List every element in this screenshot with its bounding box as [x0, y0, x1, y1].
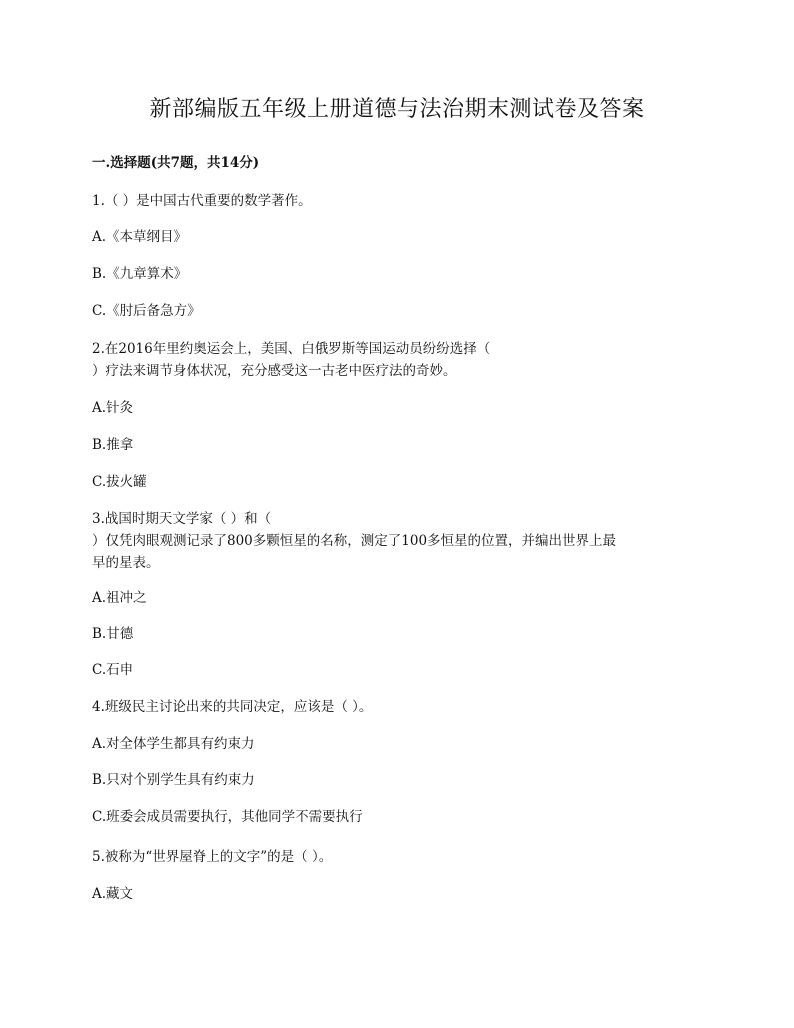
question-4-option-c: C.班委会成员需要执行，其他同学不需要执行 — [92, 809, 363, 825]
question-3-option-b: B.甘德 — [92, 626, 134, 642]
question-5-stem: 5.被称为“世界屋脊上的文字”的是（ ）。 — [92, 849, 333, 865]
question-5-option-a: A.藏文 — [92, 886, 134, 902]
question-3-option-a: A.祖冲之 — [92, 590, 147, 606]
question-3-stem-line-2: ）仅凭肉眼观测记录了800多颗恒星的名称，测定了100多恒星的位置，并编出世界上最 — [92, 533, 617, 549]
question-4-option-b: B.只对个别学生具有约束力 — [92, 772, 255, 788]
question-1-option-c: C.《肘后备急方》 — [92, 303, 201, 319]
question-2-option-c: C.拔火罐 — [92, 474, 147, 490]
question-4-stem: 4.班级民主讨论出来的共同决定，应该是（ ）。 — [92, 699, 373, 715]
question-2-stem — [92, 338, 712, 382]
question-2-stem-line-2: ）疗法来调节身体状况，充分感受这一古老中医疗法的奇妙。 — [92, 363, 457, 379]
question-2-option-a: A.针灸 — [92, 400, 134, 416]
question-2-stem-line-1: 2.在2016年里约奥运会上，美国、白俄罗斯等国运动员纷纷选择（ — [92, 341, 491, 357]
question-3-stem-line-1: 3.战国时期天文学家（ ）和（ — [92, 511, 272, 527]
question-1-option-b: B.《九章算术》 — [92, 266, 188, 282]
question-3-stem — [92, 508, 712, 574]
question-2-option-b: B.推拿 — [92, 437, 134, 453]
page-title: 新部编版五年级上册道德与法治期末测试卷及答案 — [149, 97, 645, 122]
question-4-option-a: A.对全体学生都具有约束力 — [92, 736, 255, 752]
section-heading: 一.选择题(共7题，共14分) — [92, 155, 260, 171]
question-3-stem-line-3: 早的星表。 — [92, 555, 160, 571]
question-1-stem: 1.（ ）是中国古代重要的数学著作。 — [92, 193, 312, 209]
question-1-option-a: A.《本草纲目》 — [92, 229, 188, 245]
question-3-option-c: C.石申 — [92, 662, 134, 678]
